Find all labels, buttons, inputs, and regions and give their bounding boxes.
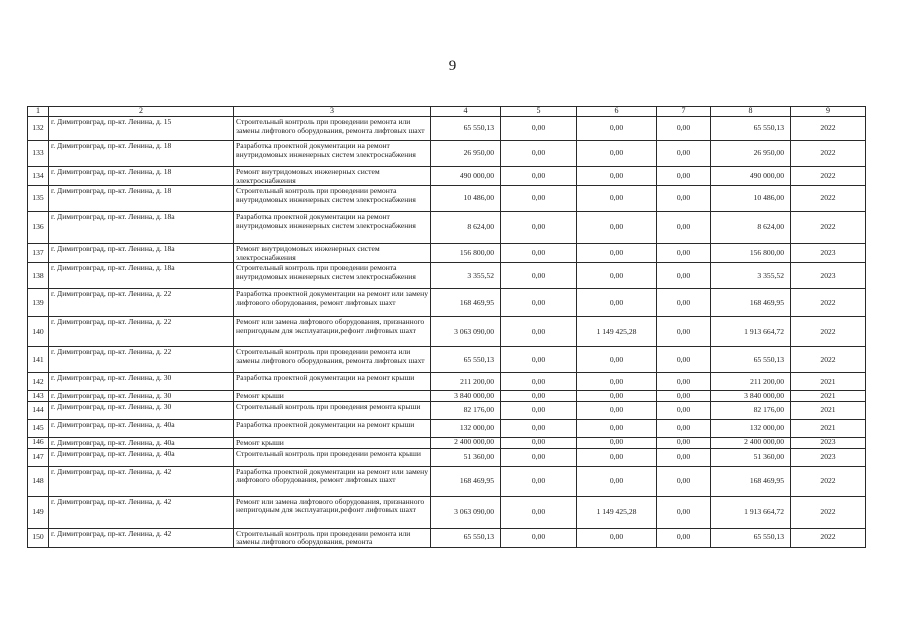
cell-row-number: 141 (28, 347, 49, 373)
cell-work-type: Разработка проектной документации на ремонт внутридомовых инженерных систем электроснабжения (234, 212, 431, 244)
cell-work-type: Строительный контроль при проведении ремонта или замены лифтового оборудования, ремонта (234, 528, 431, 547)
table-row (28, 244, 866, 263)
cell-row-number: 134 (28, 167, 49, 186)
cell-other-cost: 0,00 (657, 419, 711, 437)
cell-other-cost: 0,00 (657, 117, 711, 141)
cell-budget-cost: 0,00 (577, 263, 657, 289)
cell-other-cost: 0,00 (657, 466, 711, 496)
cell-budget-cost: 0,00 (577, 167, 657, 186)
table-row (28, 167, 866, 186)
cell-fund-cost: 0,00 (501, 448, 577, 466)
cell-other-cost: 0,00 (657, 401, 711, 419)
cell-total-cost: 65 550,13 (431, 117, 501, 141)
cell-year: 2023 (791, 448, 866, 466)
cell-year: 2022 (791, 317, 866, 347)
cell-work-type: Разработка проектной документации на ремонт или замену лифтового оборудования, ремонт лифтовых шахт (234, 289, 431, 317)
cell-owner-cost: 65 550,13 (711, 117, 791, 141)
cell-other-cost: 0,00 (657, 289, 711, 317)
cell-budget-cost: 0,00 (577, 117, 657, 141)
cell-owner-cost: 3 355,52 (711, 263, 791, 289)
cell-budget-cost: 0,00 (577, 212, 657, 244)
cell-address: г. Димитровград, пр-кт. Ленина, д. 18 (49, 141, 234, 167)
cell-owner-cost: 65 550,13 (711, 347, 791, 373)
cell-total-cost: 65 550,13 (431, 528, 501, 547)
cell-owner-cost: 8 624,00 (711, 212, 791, 244)
table-row (28, 496, 866, 528)
cell-address: г. Димитровград, пр-кт. Ленина, д. 30 (49, 391, 234, 402)
table-row (28, 289, 866, 317)
cell-address: г. Димитровград, пр-кт. Ленина, д. 18а (49, 212, 234, 244)
cell-owner-cost: 26 950,00 (711, 141, 791, 167)
cell-row-number: 137 (28, 244, 49, 263)
table-row (28, 466, 866, 496)
cell-budget-cost: 0,00 (577, 244, 657, 263)
cell-owner-cost: 211 200,00 (711, 373, 791, 391)
cell-budget-cost: 0,00 (577, 448, 657, 466)
cell-budget-cost: 0,00 (577, 401, 657, 419)
cell-work-type: Ремонт или замена лифтового оборудования, признанного непригодным для эксплуатации,рефонт лифтовых шахт (234, 317, 431, 347)
cell-total-cost: 3 355,52 (431, 263, 501, 289)
cell-work-type: Разработка проектной документации на ремонт внутридомовых инженерных систем электроснабжения (234, 141, 431, 167)
col-num-header: 1 (28, 107, 49, 117)
cell-year: 2022 (791, 466, 866, 496)
cell-budget-cost: 0,00 (577, 347, 657, 373)
cell-fund-cost: 0,00 (501, 401, 577, 419)
cell-owner-cost: 82 176,00 (711, 401, 791, 419)
cell-fund-cost: 0,00 (501, 141, 577, 167)
cell-year: 2022 (791, 289, 866, 317)
cell-total-cost: 168 469,95 (431, 289, 501, 317)
cell-work-type: Строительный контроль при проведении ремонта или замены лифтового оборудования, ремонта лифтовых шахт (234, 117, 431, 141)
cell-address: г. Димитровград, пр-кт. Ленина, д. 15 (49, 117, 234, 141)
cell-address: г. Димитровград, пр-кт. Ленина, д. 30 (49, 373, 234, 391)
repair-plan-table (27, 106, 866, 548)
table-row (28, 317, 866, 347)
cell-year: 2021 (791, 419, 866, 437)
cell-address: г. Димитровград, пр-кт. Ленина, д. 18 (49, 167, 234, 186)
cell-fund-cost: 0,00 (501, 347, 577, 373)
cell-address: г. Димитровград, пр-кт. Ленина, д. 40а (49, 419, 234, 437)
cell-other-cost: 0,00 (657, 244, 711, 263)
cell-year: 2022 (791, 212, 866, 244)
cell-owner-cost: 132 000,00 (711, 419, 791, 437)
col-5-header: 5 (501, 107, 577, 117)
cell-work-type: Строительный контроль при проведении ремонта или замены лифтового оборудования, ремонта лифтовых шахт (234, 347, 431, 373)
table-row (28, 448, 866, 466)
cell-budget-cost: 0,00 (577, 528, 657, 547)
table-row (28, 212, 866, 244)
cell-address: г. Димитровград, пр-кт. Ленина, д. 40а (49, 448, 234, 466)
col-year-header: 9 (791, 107, 866, 117)
cell-budget-cost: 1 149 425,28 (577, 317, 657, 347)
cell-work-type: Разработка проектной документации на ремонт крыши (234, 419, 431, 437)
table-header-row (28, 107, 866, 117)
cell-work-type: Ремонт крыши (234, 437, 431, 448)
cell-fund-cost: 0,00 (501, 373, 577, 391)
cell-fund-cost: 0,00 (501, 466, 577, 496)
cell-year: 2021 (791, 373, 866, 391)
cell-owner-cost: 2 400 000,00 (711, 437, 791, 448)
cell-year: 2023 (791, 244, 866, 263)
cell-address: г. Димитровград, пр-кт. Ленина, д. 22 (49, 317, 234, 347)
cell-row-number: 132 (28, 117, 49, 141)
cell-fund-cost: 0,00 (501, 186, 577, 212)
cell-owner-cost: 65 550,13 (711, 528, 791, 547)
page-number: 9 (448, 58, 457, 74)
cell-address: г. Димитровград, пр-кт. Ленина, д. 18а (49, 244, 234, 263)
table-body (28, 117, 866, 548)
cell-year: 2022 (791, 117, 866, 141)
cell-fund-cost: 0,00 (501, 528, 577, 547)
cell-fund-cost: 0,00 (501, 263, 577, 289)
cell-total-cost: 3 063 090,00 (431, 496, 501, 528)
table-row (28, 528, 866, 547)
cell-total-cost: 156 800,00 (431, 244, 501, 263)
cell-owner-cost: 1 913 664,72 (711, 317, 791, 347)
cell-other-cost: 0,00 (657, 437, 711, 448)
cell-budget-cost: 0,00 (577, 419, 657, 437)
cell-address: г. Димитровград, пр-кт. Ленина, д. 42 (49, 528, 234, 547)
cell-budget-cost: 0,00 (577, 391, 657, 402)
cell-owner-cost: 51 360,00 (711, 448, 791, 466)
cell-total-cost: 51 360,00 (431, 448, 501, 466)
cell-fund-cost: 0,00 (501, 391, 577, 402)
cell-total-cost: 3 063 090,00 (431, 317, 501, 347)
cell-fund-cost: 0,00 (501, 289, 577, 317)
cell-address: г. Димитровград, пр-кт. Ленина, д. 40а (49, 437, 234, 448)
cell-row-number: 145 (28, 419, 49, 437)
cell-budget-cost: 0,00 (577, 289, 657, 317)
col-work-header: 3 (234, 107, 431, 117)
cell-total-cost: 8 624,00 (431, 212, 501, 244)
cell-total-cost: 65 550,13 (431, 347, 501, 373)
cell-address: г. Димитровград, пр-кт. Ленина, д. 18 (49, 186, 234, 212)
cell-fund-cost: 0,00 (501, 117, 577, 141)
cell-other-cost: 0,00 (657, 373, 711, 391)
cell-fund-cost: 0,00 (501, 244, 577, 263)
cell-address: г. Димитровград, пр-кт. Ленина, д. 42 (49, 466, 234, 496)
cell-year: 2022 (791, 347, 866, 373)
cell-other-cost: 0,00 (657, 391, 711, 402)
col-8-header: 8 (711, 107, 791, 117)
table-row (28, 141, 866, 167)
cell-total-cost: 2 400 000,00 (431, 437, 501, 448)
table-row (28, 263, 866, 289)
cell-total-cost: 3 840 000,00 (431, 391, 501, 402)
cell-work-type: Разработка проектной документации на ремонт крыши (234, 373, 431, 391)
cell-budget-cost: 0,00 (577, 186, 657, 212)
cell-work-type: Строительный контроль при проведении ремонта внутридомовых инженерных систем электроснабжения (234, 186, 431, 212)
cell-work-type: Ремонт крыши (234, 391, 431, 402)
cell-year: 2023 (791, 437, 866, 448)
cell-fund-cost: 0,00 (501, 317, 577, 347)
col-total-header: 4 (431, 107, 501, 117)
cell-owner-cost: 168 469,95 (711, 466, 791, 496)
cell-work-type: Ремонт внутридомовых инженерных систем электроснабжения (234, 244, 431, 263)
cell-fund-cost: 0,00 (501, 212, 577, 244)
table-row (28, 419, 866, 437)
cell-total-cost: 132 000,00 (431, 419, 501, 437)
cell-row-number: 135 (28, 186, 49, 212)
cell-row-number: 148 (28, 466, 49, 496)
cell-year: 2021 (791, 401, 866, 419)
cell-other-cost: 0,00 (657, 186, 711, 212)
cell-total-cost: 26 950,00 (431, 141, 501, 167)
cell-other-cost: 0,00 (657, 347, 711, 373)
cell-row-number: 139 (28, 289, 49, 317)
cell-row-number: 144 (28, 401, 49, 419)
cell-address: г. Димитровград, пр-кт. Ленина, д. 22 (49, 289, 234, 317)
cell-total-cost: 490 000,00 (431, 167, 501, 186)
cell-owner-cost: 1 913 664,72 (711, 496, 791, 528)
cell-year: 2021 (791, 391, 866, 402)
cell-year: 2023 (791, 263, 866, 289)
cell-total-cost: 211 200,00 (431, 373, 501, 391)
cell-fund-cost: 0,00 (501, 419, 577, 437)
cell-row-number: 150 (28, 528, 49, 547)
cell-work-type: Ремонт внутридомовых инженерных систем электроснабжения (234, 167, 431, 186)
cell-other-cost: 0,00 (657, 212, 711, 244)
cell-owner-cost: 3 840 000,00 (711, 391, 791, 402)
cell-owner-cost: 168 469,95 (711, 289, 791, 317)
cell-address: г. Димитровград, пр-кт. Ленина, д. 22 (49, 347, 234, 373)
col-6-header: 6 (577, 107, 657, 117)
cell-other-cost: 0,00 (657, 448, 711, 466)
cell-row-number: 147 (28, 448, 49, 466)
table-row (28, 186, 866, 212)
cell-other-cost: 0,00 (657, 141, 711, 167)
table-row (28, 117, 866, 141)
cell-row-number: 133 (28, 141, 49, 167)
cell-year: 2022 (791, 167, 866, 186)
cell-owner-cost: 490 000,00 (711, 167, 791, 186)
table-row (28, 391, 866, 402)
cell-work-type: Разработка проектной документации на ремонт или замену лифтового оборудования, ремонт лифтовых шахт (234, 466, 431, 496)
cell-budget-cost: 0,00 (577, 466, 657, 496)
cell-total-cost: 82 176,00 (431, 401, 501, 419)
cell-fund-cost: 0,00 (501, 496, 577, 528)
col-7-header: 7 (657, 107, 711, 117)
cell-address: г. Димитровград, пр-кт. Ленина, д. 30 (49, 401, 234, 419)
cell-fund-cost: 0,00 (501, 167, 577, 186)
cell-other-cost: 0,00 (657, 263, 711, 289)
cell-year: 2022 (791, 186, 866, 212)
table-row (28, 373, 866, 391)
cell-year: 2022 (791, 141, 866, 167)
cell-row-number: 143 (28, 391, 49, 402)
table-row (28, 437, 866, 448)
cell-row-number: 140 (28, 317, 49, 347)
table-row (28, 401, 866, 419)
cell-owner-cost: 10 486,00 (711, 186, 791, 212)
cell-other-cost: 0,00 (657, 528, 711, 547)
cell-row-number: 149 (28, 496, 49, 528)
cell-total-cost: 168 469,95 (431, 466, 501, 496)
cell-row-number: 146 (28, 437, 49, 448)
cell-year: 2022 (791, 528, 866, 547)
table-row (28, 347, 866, 373)
cell-work-type: Строительный контроль при проведении ремонта крыши (234, 448, 431, 466)
cell-other-cost: 0,00 (657, 317, 711, 347)
cell-work-type: Ремонт или замена лифтового оборудования, признанного непригодным для эксплуатации,рефонт лифтовых шахт (234, 496, 431, 528)
cell-row-number: 136 (28, 212, 49, 244)
cell-row-number: 142 (28, 373, 49, 391)
cell-address: г. Димитровград, пр-кт. Ленина, д. 42 (49, 496, 234, 528)
cell-work-type: Строительный контроль при проведения ремонта крыши (234, 401, 431, 419)
cell-budget-cost: 0,00 (577, 141, 657, 167)
cell-other-cost: 0,00 (657, 496, 711, 528)
cell-work-type: Строительный контроль при проведении ремонта внутридомовых инженерных систем электроснабжения (234, 263, 431, 289)
cell-address: г. Димитровград, пр-кт. Ленина, д. 18а (49, 263, 234, 289)
col-address-header: 2 (49, 107, 234, 117)
cell-budget-cost: 1 149 425,28 (577, 496, 657, 528)
cell-budget-cost: 0,00 (577, 437, 657, 448)
cell-owner-cost: 156 800,00 (711, 244, 791, 263)
cell-fund-cost: 0,00 (501, 437, 577, 448)
cell-row-number: 138 (28, 263, 49, 289)
cell-other-cost: 0,00 (657, 167, 711, 186)
cell-budget-cost: 0,00 (577, 373, 657, 391)
cell-total-cost: 10 486,00 (431, 186, 501, 212)
cell-year: 2022 (791, 496, 866, 528)
